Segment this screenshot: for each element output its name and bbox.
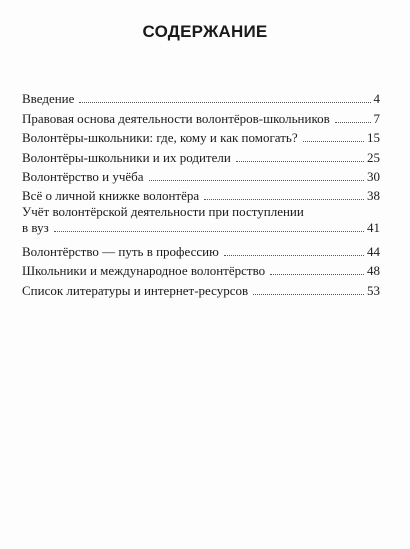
toc-entry-page: 41 [367, 220, 380, 236]
toc-entry-page: 4 [373, 91, 380, 107]
toc-entry-legal-basis [22, 107, 380, 126]
dot-leader [79, 102, 370, 103]
toc-entry-title: Школьники и международное волонтёрство [22, 263, 266, 279]
toc-entry-title: Волонтёрство — путь в профессию [22, 243, 219, 259]
toc-entry-profession [22, 240, 380, 259]
toc-entry-page: 38 [367, 188, 380, 204]
dot-leader [204, 199, 364, 200]
toc-entry-title: Волонтёры-школьники и их родители [22, 149, 231, 165]
toc-entry-where-to-help [22, 127, 380, 146]
toc-entry-page: 44 [367, 243, 380, 259]
toc-entry-title: Список литературы и интернет-ресурсов [22, 282, 249, 298]
toc-entry-international [22, 260, 380, 279]
dot-leader [54, 231, 364, 232]
toc-entry-title: Правовая основа деятельности волонтёров-школьников [22, 110, 330, 126]
dot-leader [253, 294, 364, 295]
page-title: СОДЕРЖАНИЕ [142, 22, 268, 41]
dot-leader [335, 122, 371, 123]
toc-entry-personal-book [22, 185, 380, 204]
dot-leader [224, 255, 364, 256]
toc-entry-university-admission [22, 204, 380, 240]
toc-entry-page: 25 [367, 149, 380, 165]
toc-entry-title-line1: Учёт волонтёрской деятельности при поступлении [22, 204, 304, 220]
toc-entry-introduction [22, 88, 380, 107]
toc-entry-page: 7 [373, 110, 380, 126]
toc-entry-references [22, 279, 380, 298]
toc-entry-parents [22, 146, 380, 165]
toc-entry-title: Введение [22, 91, 75, 107]
dot-leader [236, 161, 364, 162]
toc-entry-title: Волонтёры-школьники: где, кому и как помогать? [22, 130, 298, 146]
dot-leader [303, 141, 364, 142]
dot-leader [270, 274, 364, 275]
table-of-contents [22, 88, 380, 299]
toc-entry-page: 15 [367, 130, 380, 146]
toc-entry-title-line2: в вуз [22, 220, 49, 236]
toc-entry-page: 30 [367, 168, 380, 184]
dot-leader [149, 180, 364, 181]
toc-entry-studies [22, 166, 380, 185]
toc-entry-page: 53 [367, 282, 380, 298]
toc-entry-page: 48 [367, 263, 380, 279]
toc-entry-title: Волонтёрство и учёба [22, 168, 144, 184]
toc-entry-title: Всё о личной книжке волонтёра [22, 188, 200, 204]
